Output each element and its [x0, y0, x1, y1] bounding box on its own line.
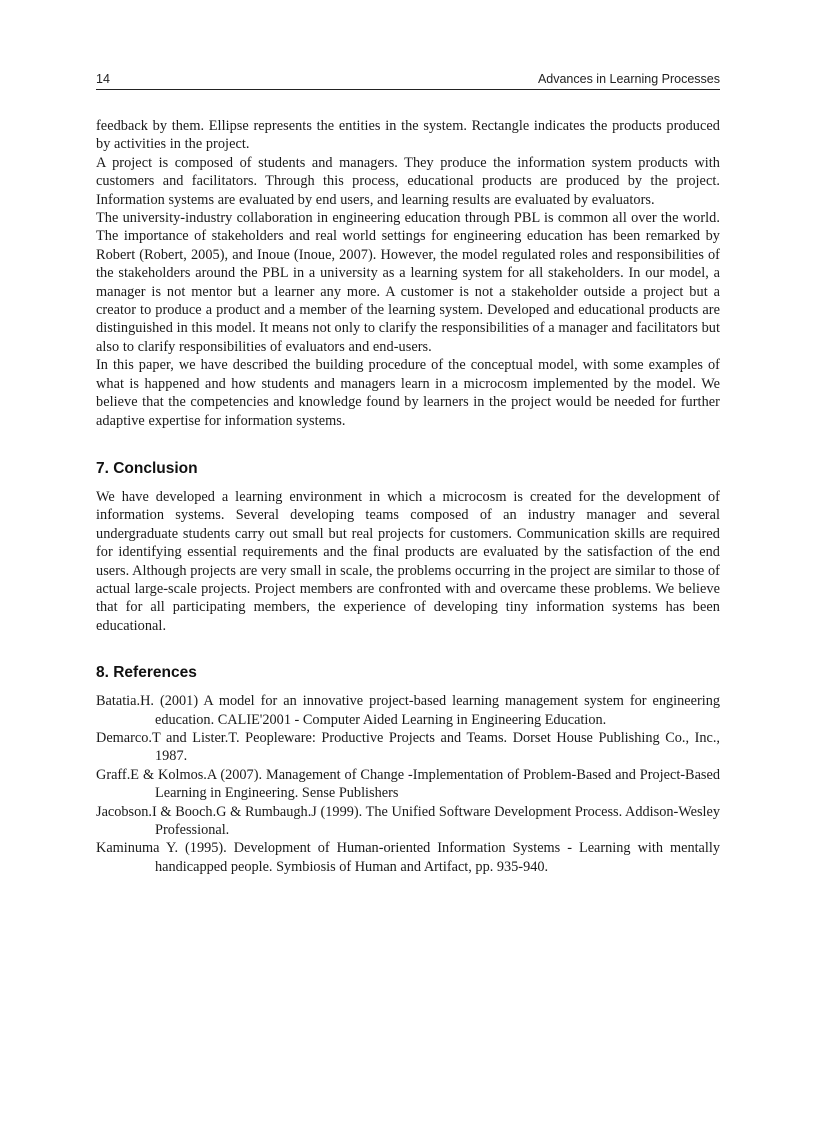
body-text [96, 117, 720, 876]
reference-item: Graff.E & Kolmos.A (2007). Management of Change -Implementation of Problem-Based and Project-Based Learning in Engineering. Sense Publishers [96, 766, 720, 802]
conclusion-paragraph: We have developed a learning environment in which a microcosm is created for the development of information systems. Several developing teams composed of an industry manager and several undergraduate students carry out small but real projects for customers. Communication skills are required for identifying essential requirements and the final products are evaluated by the satisfaction of the end users. Although projects are very small in scale, the problems occurring in the project are similar to those of actual large-scale projects. Project members are confronted with and overcame these problems. We believe that for all participating members, the experience of developing tiny information systems has been educational. [96, 488, 720, 634]
reference-item: Kaminuma Y. (1995). Development of Human-oriented Information Systems - Learning with mentally handicapped people. Symbiosis of Human and Artifact, pp. 935-940. [96, 840, 720, 875]
references-list [96, 692, 720, 876]
page-number: 14 [96, 72, 110, 86]
paragraph-feedback: feedback by them. Ellipse represents the entities in the system. Rectangle indicates the products produced by activities in the project. [96, 118, 720, 153]
paragraph-collaboration: The university-industry collaboration in engineering education through PBL is common all over the world. The importance of stakeholders and real world settings for engineering education has been remarked by Robert (Robert, 2005), and Inoue (Inoue, 2007). However, the model regulated roles and responsibilities of the stakeholders around the PBL in a university as a learning system for all stakeholders. In our model, a manager is not mentor but a learner any more. A customer is not a stakeholder outside a project but a creator to produce a product and a member of the learning system. Developed and educational products are distinguished in this model. It means not only to clarify the responsibilities of a manager and facilitators but also to clarify responsibilities of evaluators and end-users. [96, 210, 720, 355]
conclusion-heading: 7. Conclusion [96, 459, 198, 477]
running-header [96, 71, 720, 90]
reference-item: Batatia.H. (2001) A model for an innovative project-based learning management system for engineering education. CALIE'2001 - Computer Aided Learning in Engineering Education. [96, 693, 720, 728]
references-heading: 8. References [96, 664, 197, 682]
paragraph-summary: In this paper, we have described the building procedure of the conceptual model, with some examples of what is happened and how students and managers learn in a microcosm implemented by the model. We believe that the competencies and knowledge found by learners in the project would be needed for further adaptive expertise for information systems. [96, 357, 720, 429]
running-title: Advances in Learning Processes [537, 72, 720, 86]
reference-item: Jacobson.I & Booch.G & Rumbaugh.J (1999). The Unified Software Development Process. Addison-Wesley Professional. [96, 803, 720, 838]
paragraph-project-composition: A project is composed of students and managers. They produce the information system products with customers and facilitators. Through this process, educational products are produced by the project. Information systems are evaluated by end users, and learning results are evaluated by evaluators. [96, 154, 720, 208]
reference-item: Demarco.T and Lister.T. Peopleware: Productive Projects and Teams. Dorset House Publishing Co., Inc., 1987. [96, 729, 720, 765]
